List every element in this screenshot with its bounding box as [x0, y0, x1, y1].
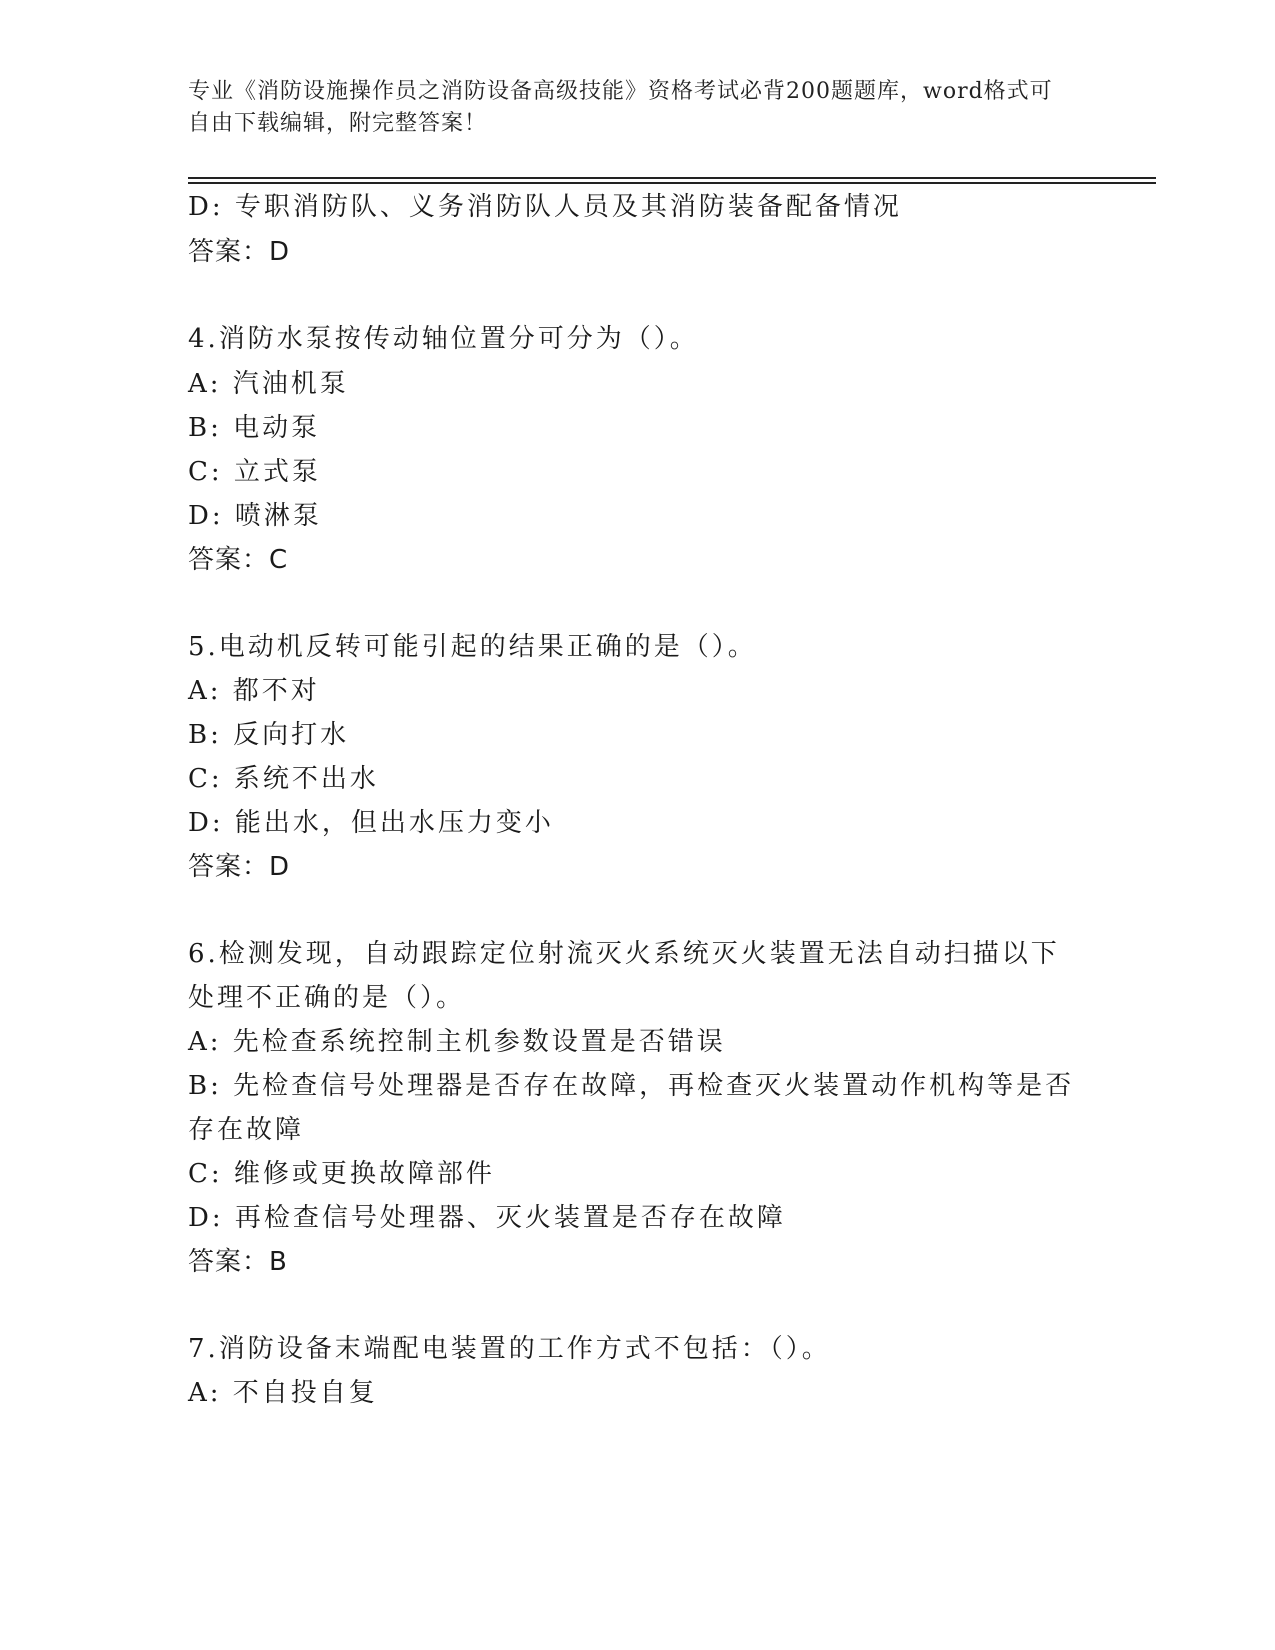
- answer-line: 答案：D: [188, 237, 291, 267]
- option-line: D: 能出水，但出水压力变小: [188, 808, 554, 838]
- option-line: A: 不自投自复: [188, 1378, 378, 1408]
- question-line-continued: 处理不正确的是（）。: [188, 983, 466, 1013]
- option-line: C: 立式泵: [188, 457, 321, 487]
- option-line: B: 先检查信号处理器是否存在故障，再检查灭火装置动作机构等是否: [188, 1071, 1075, 1101]
- option-line: C: 系统不出水: [188, 764, 379, 794]
- option-line: D: 喷淋泵: [188, 501, 322, 531]
- option-line: A: 都不对: [188, 676, 320, 706]
- answer-line: 答案：C: [188, 545, 289, 575]
- option-line: D: 专职消防队、义务消防队人员及其消防装备配备情况: [188, 192, 902, 222]
- answer-line: 答案：B: [188, 1247, 288, 1277]
- header-divider-top: [188, 177, 1156, 179]
- question-line: 4.消防水泵按传动轴位置分可分为（）。: [188, 324, 699, 354]
- option-line: A: 汽油机泵: [188, 369, 349, 399]
- header-divider-bottom: [188, 182, 1156, 184]
- option-line: B: 电动泵: [188, 413, 321, 443]
- option-line: C: 维修或更换故障部件: [188, 1159, 495, 1189]
- question-line: 5.电动机反转可能引起的结果正确的是（）。: [188, 632, 757, 662]
- option-line-continued: 存在故障: [188, 1115, 305, 1145]
- option-line: D: 再检查信号处理器、灭火装置是否存在故障: [188, 1203, 786, 1233]
- question-line: 7.消防设备末端配电装置的工作方式不包括：（）。: [188, 1334, 831, 1364]
- document-header: 专业《消防设施操作员之消防设备高级技能》资格考试必背200题题库，word格式可自由下载编辑，附完整答案！: [188, 79, 1053, 136]
- question-line: 6.检测发现，自动跟踪定位射流灭火系统灭火装置无法自动扫描以下: [188, 939, 1060, 969]
- option-line: A: 先检查系统控制主机参数设置是否错误: [188, 1027, 726, 1057]
- option-line: B: 反向打水: [188, 720, 350, 750]
- answer-line: 答案：D: [188, 852, 291, 882]
